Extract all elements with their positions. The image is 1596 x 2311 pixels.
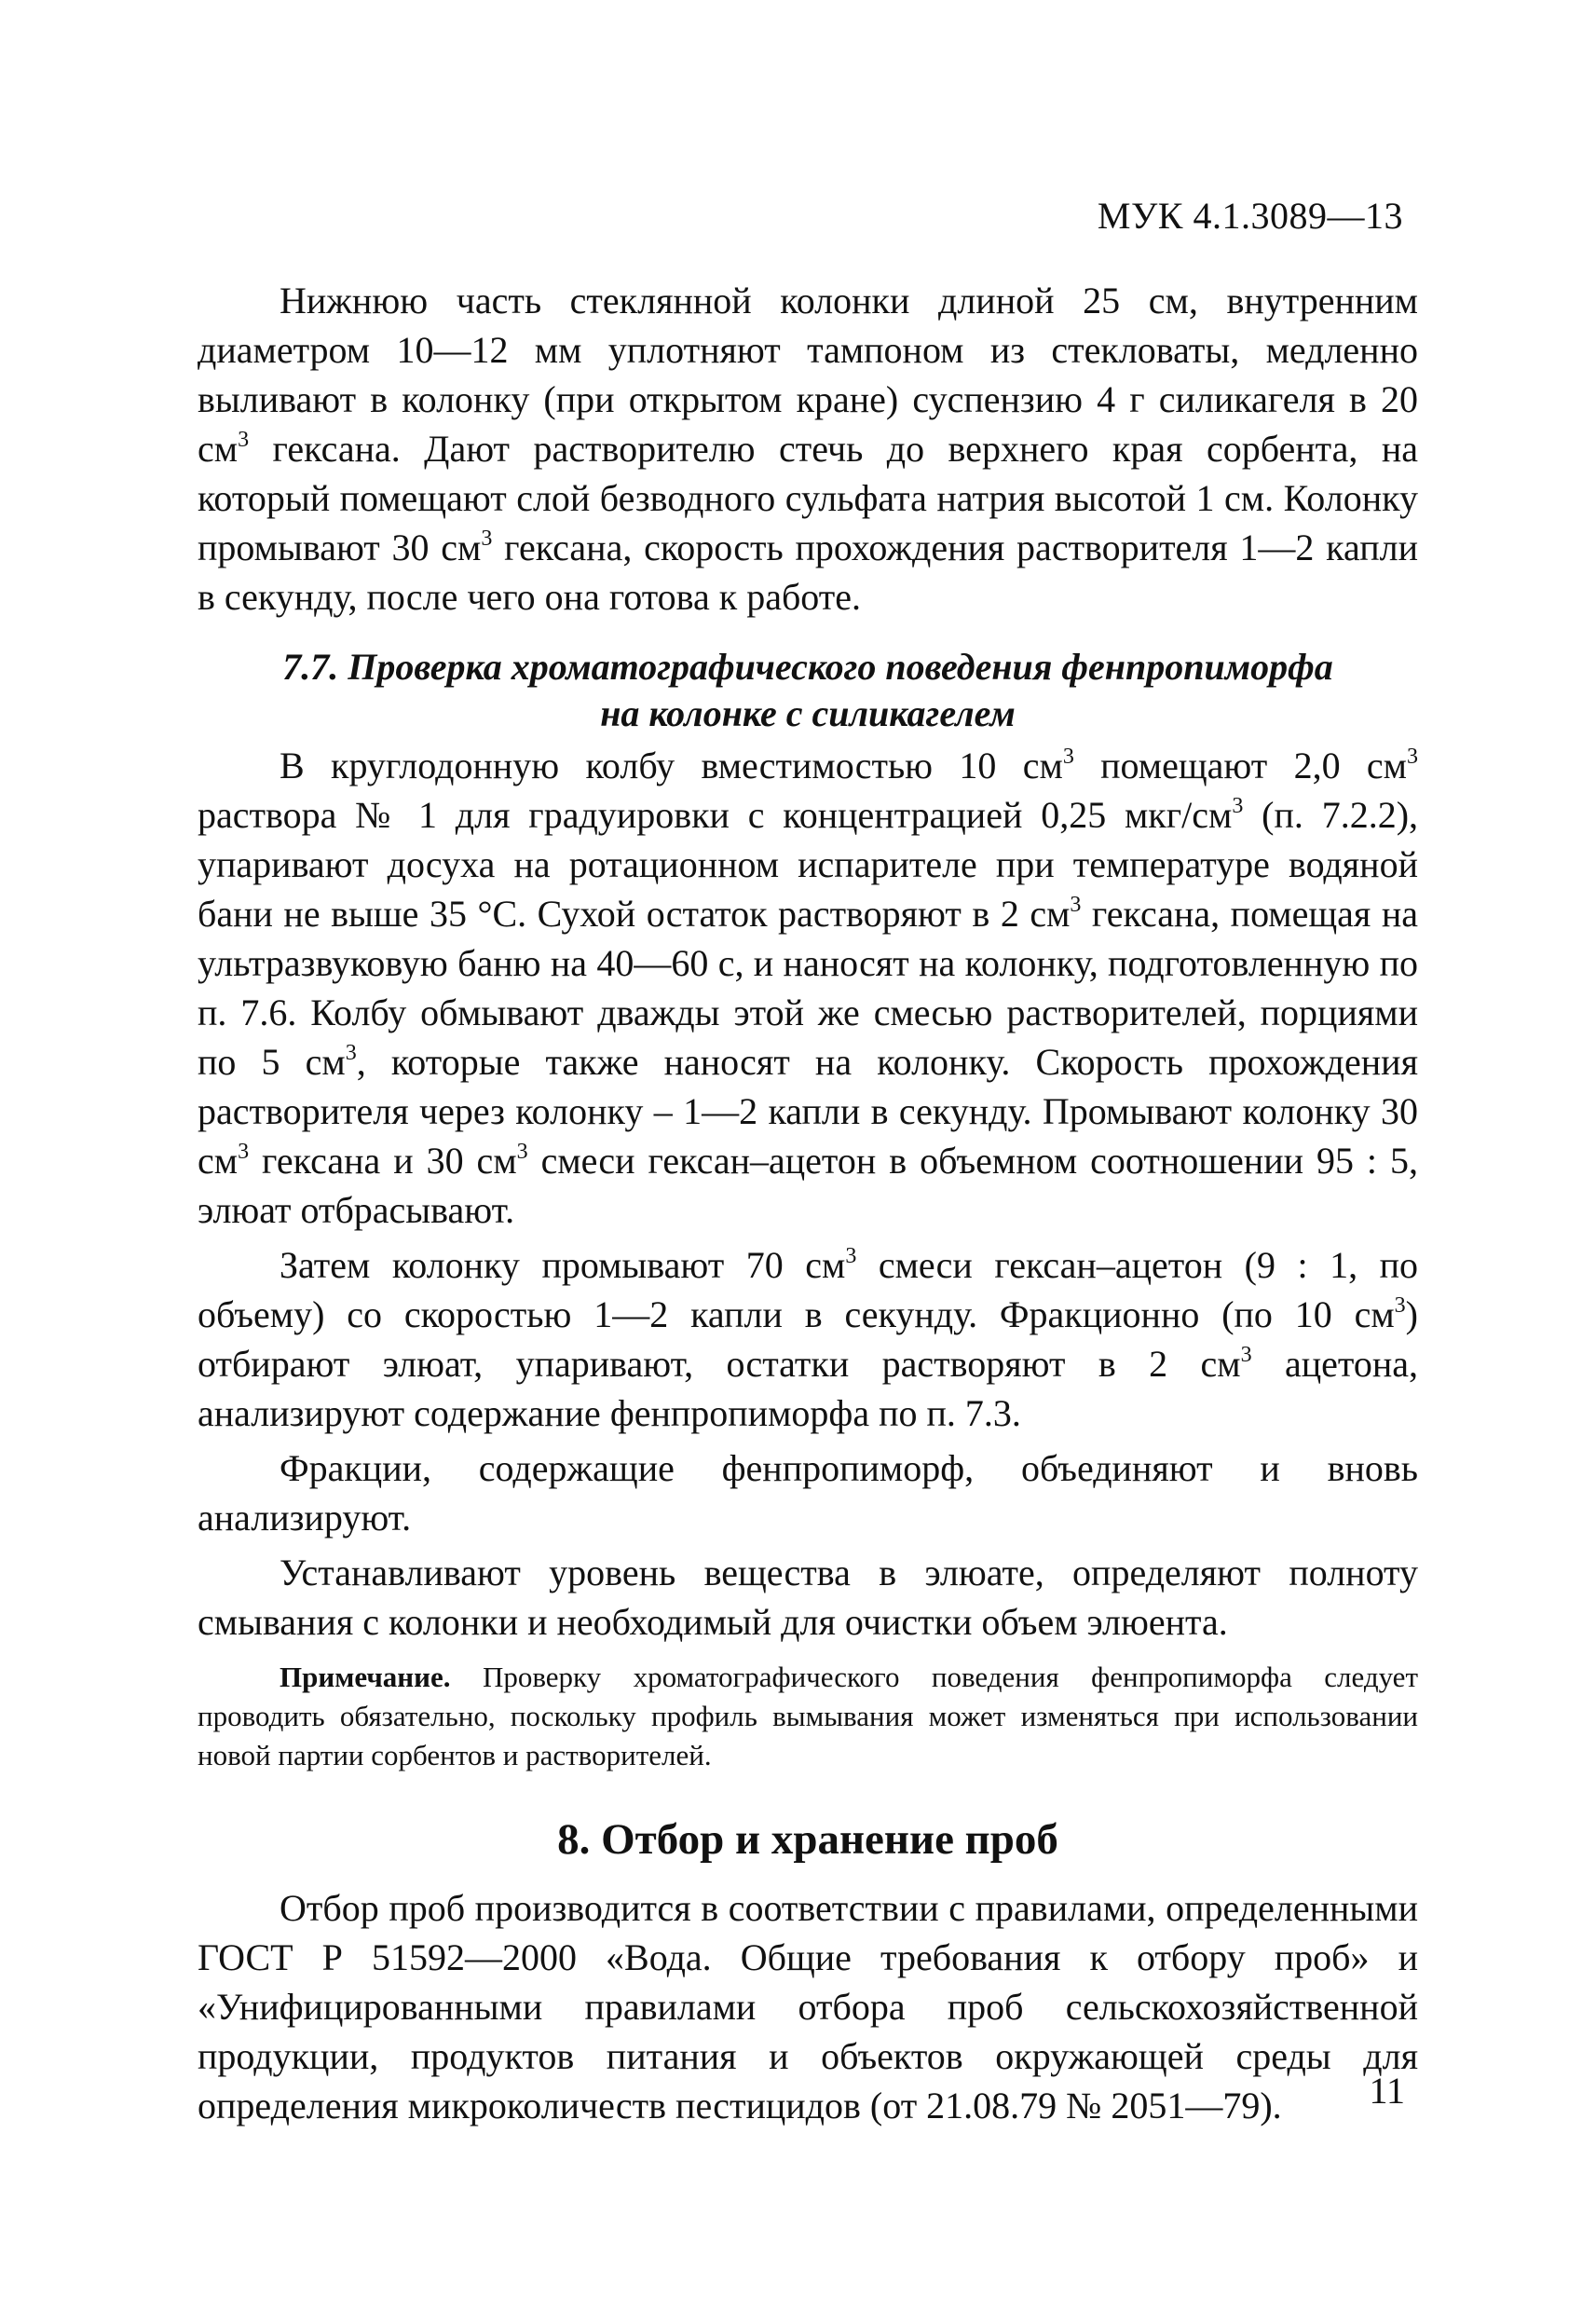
text-run: гексана. Дают растворителю стечь до верхнего края сорбента, на который помещают слой безводного сульфата натрия высотой 1 см. Колонку промывают 30 см <box>198 428 1418 568</box>
superscript: 3 <box>1232 794 1244 818</box>
paragraph-eluent-level: Устанавливают уровень вещества в элюате, определяют полноту смывания с колонки и необходимый для очистки объем элюента. <box>198 1552 1418 1643</box>
superscript: 3 <box>1062 745 1074 769</box>
paragraph-column-preparation <box>198 276 1418 622</box>
superscript: 3 <box>516 1140 528 1164</box>
text-run: В круглодонную колбу вместимостью 10 см <box>280 745 1063 786</box>
page-body <box>198 276 1418 2130</box>
text-run: смеси гексан–ацетон в объемном соотношении 95 : 5, элюат отбрасывают. <box>198 1140 1419 1231</box>
superscript: 3 <box>238 428 250 452</box>
superscript: 3 <box>481 526 493 551</box>
superscript: 3 <box>345 1041 357 1065</box>
text-run: Затем колонку промывают 70 см <box>280 1244 846 1286</box>
text-run: ацетона, анализируют содержание фенпропиморфа по п. 7.3. <box>198 1343 1418 1434</box>
superscript: 3 <box>238 1140 250 1164</box>
subsection-title-line-1: 7.7. Проверка хроматографического поведения фенпропиморфа <box>282 646 1333 688</box>
paragraph-sampling: Отбор проб производится в соответствии с правилами, определенными ГОСТ Р 51592—2000 «Вода. Общие требования к отбору проб» и «Унифицированными правилами отбора проб сельскохозяйственной продукции, продуктов питания и объектов окружающей среды для определения микроколичеств пестицидов (от 21.08.79 № 2051—79). <box>198 1887 1418 2126</box>
superscript: 3 <box>1240 1343 1252 1367</box>
superscript: 3 <box>1407 745 1418 769</box>
text-run: , которые также наносят на колонку. Скорость прохождения растворителя через колонку – 1—2 капли в секунду. Промывают колонку 30 см <box>198 1041 1418 1182</box>
text-run: гексана и 30 см <box>249 1140 517 1182</box>
paragraph-chromatographic-check <box>198 741 1418 1235</box>
subsection-7-7-title <box>198 644 1418 737</box>
paragraph-fractions: Фракции, содержащие фенпропиморф, объединяют и вновь анализируют. <box>198 1447 1418 1538</box>
text-run: (п. 7.2.2), упаривают досуха на ротационном испарителе при температуре водяной бани не выше 35 °С. Сухой остаток растворяют в 2 см <box>198 794 1419 935</box>
text-run: гексана, скорость прохождения растворителя 1—2 капли в секунду, после чего она готова к работе. <box>198 526 1418 618</box>
superscript: 3 <box>845 1244 857 1268</box>
subsection-title-line-2: на колонке с силикагелем <box>600 692 1016 734</box>
section-8-title: 8. Отбор и хранение проб <box>557 1815 1058 1864</box>
note-block <box>198 1658 1418 1775</box>
note-text: Проверку хроматографического поведения фенпропиморфа следует проводить обязательно, поскольку профиль вымывания может изменяться при использовании новой партии сорбентов и растворителей. <box>198 1661 1418 1771</box>
text-run: гексана, помещая на ультразвуковую баню на 40—60 с, и наносят на колонку, подготовленную по п. 7.6. Колбу обмывают дважды этой же смесью растворителей, порциями по 5 см <box>198 893 1419 1083</box>
paragraph-elution <box>198 1240 1418 1438</box>
text-run: раствора № 1 для градуировки с концентрацией 0,25 мкг/см <box>198 794 1233 836</box>
text-run: Нижнюю часть стеклянной колонки длиной 25 см, внутренним диаметром 10—12 мм уплотняют тампоном из стекловаты, медленно выливают в колонку (при открытом кране) суспензию 4 г силикагеля в 20 см <box>198 280 1418 470</box>
page-number: 11 <box>1369 2070 1405 2112</box>
text-run: смеси гексан–ацетон (9 : 1, по объему) со скоростью 1—2 капли в секунду. Фракционно (по 10 см <box>198 1244 1419 1335</box>
document-id-header: МУК 4.1.3089—13 <box>1097 195 1403 237</box>
superscript: 3 <box>1394 1293 1406 1318</box>
text-run: ) отбирают элюат, упаривают, остатки растворяют в 2 см <box>198 1293 1418 1385</box>
note-label: Примечание. <box>280 1661 451 1693</box>
text-run: помещают 2,0 см <box>1073 745 1407 786</box>
superscript: 3 <box>1070 893 1082 917</box>
